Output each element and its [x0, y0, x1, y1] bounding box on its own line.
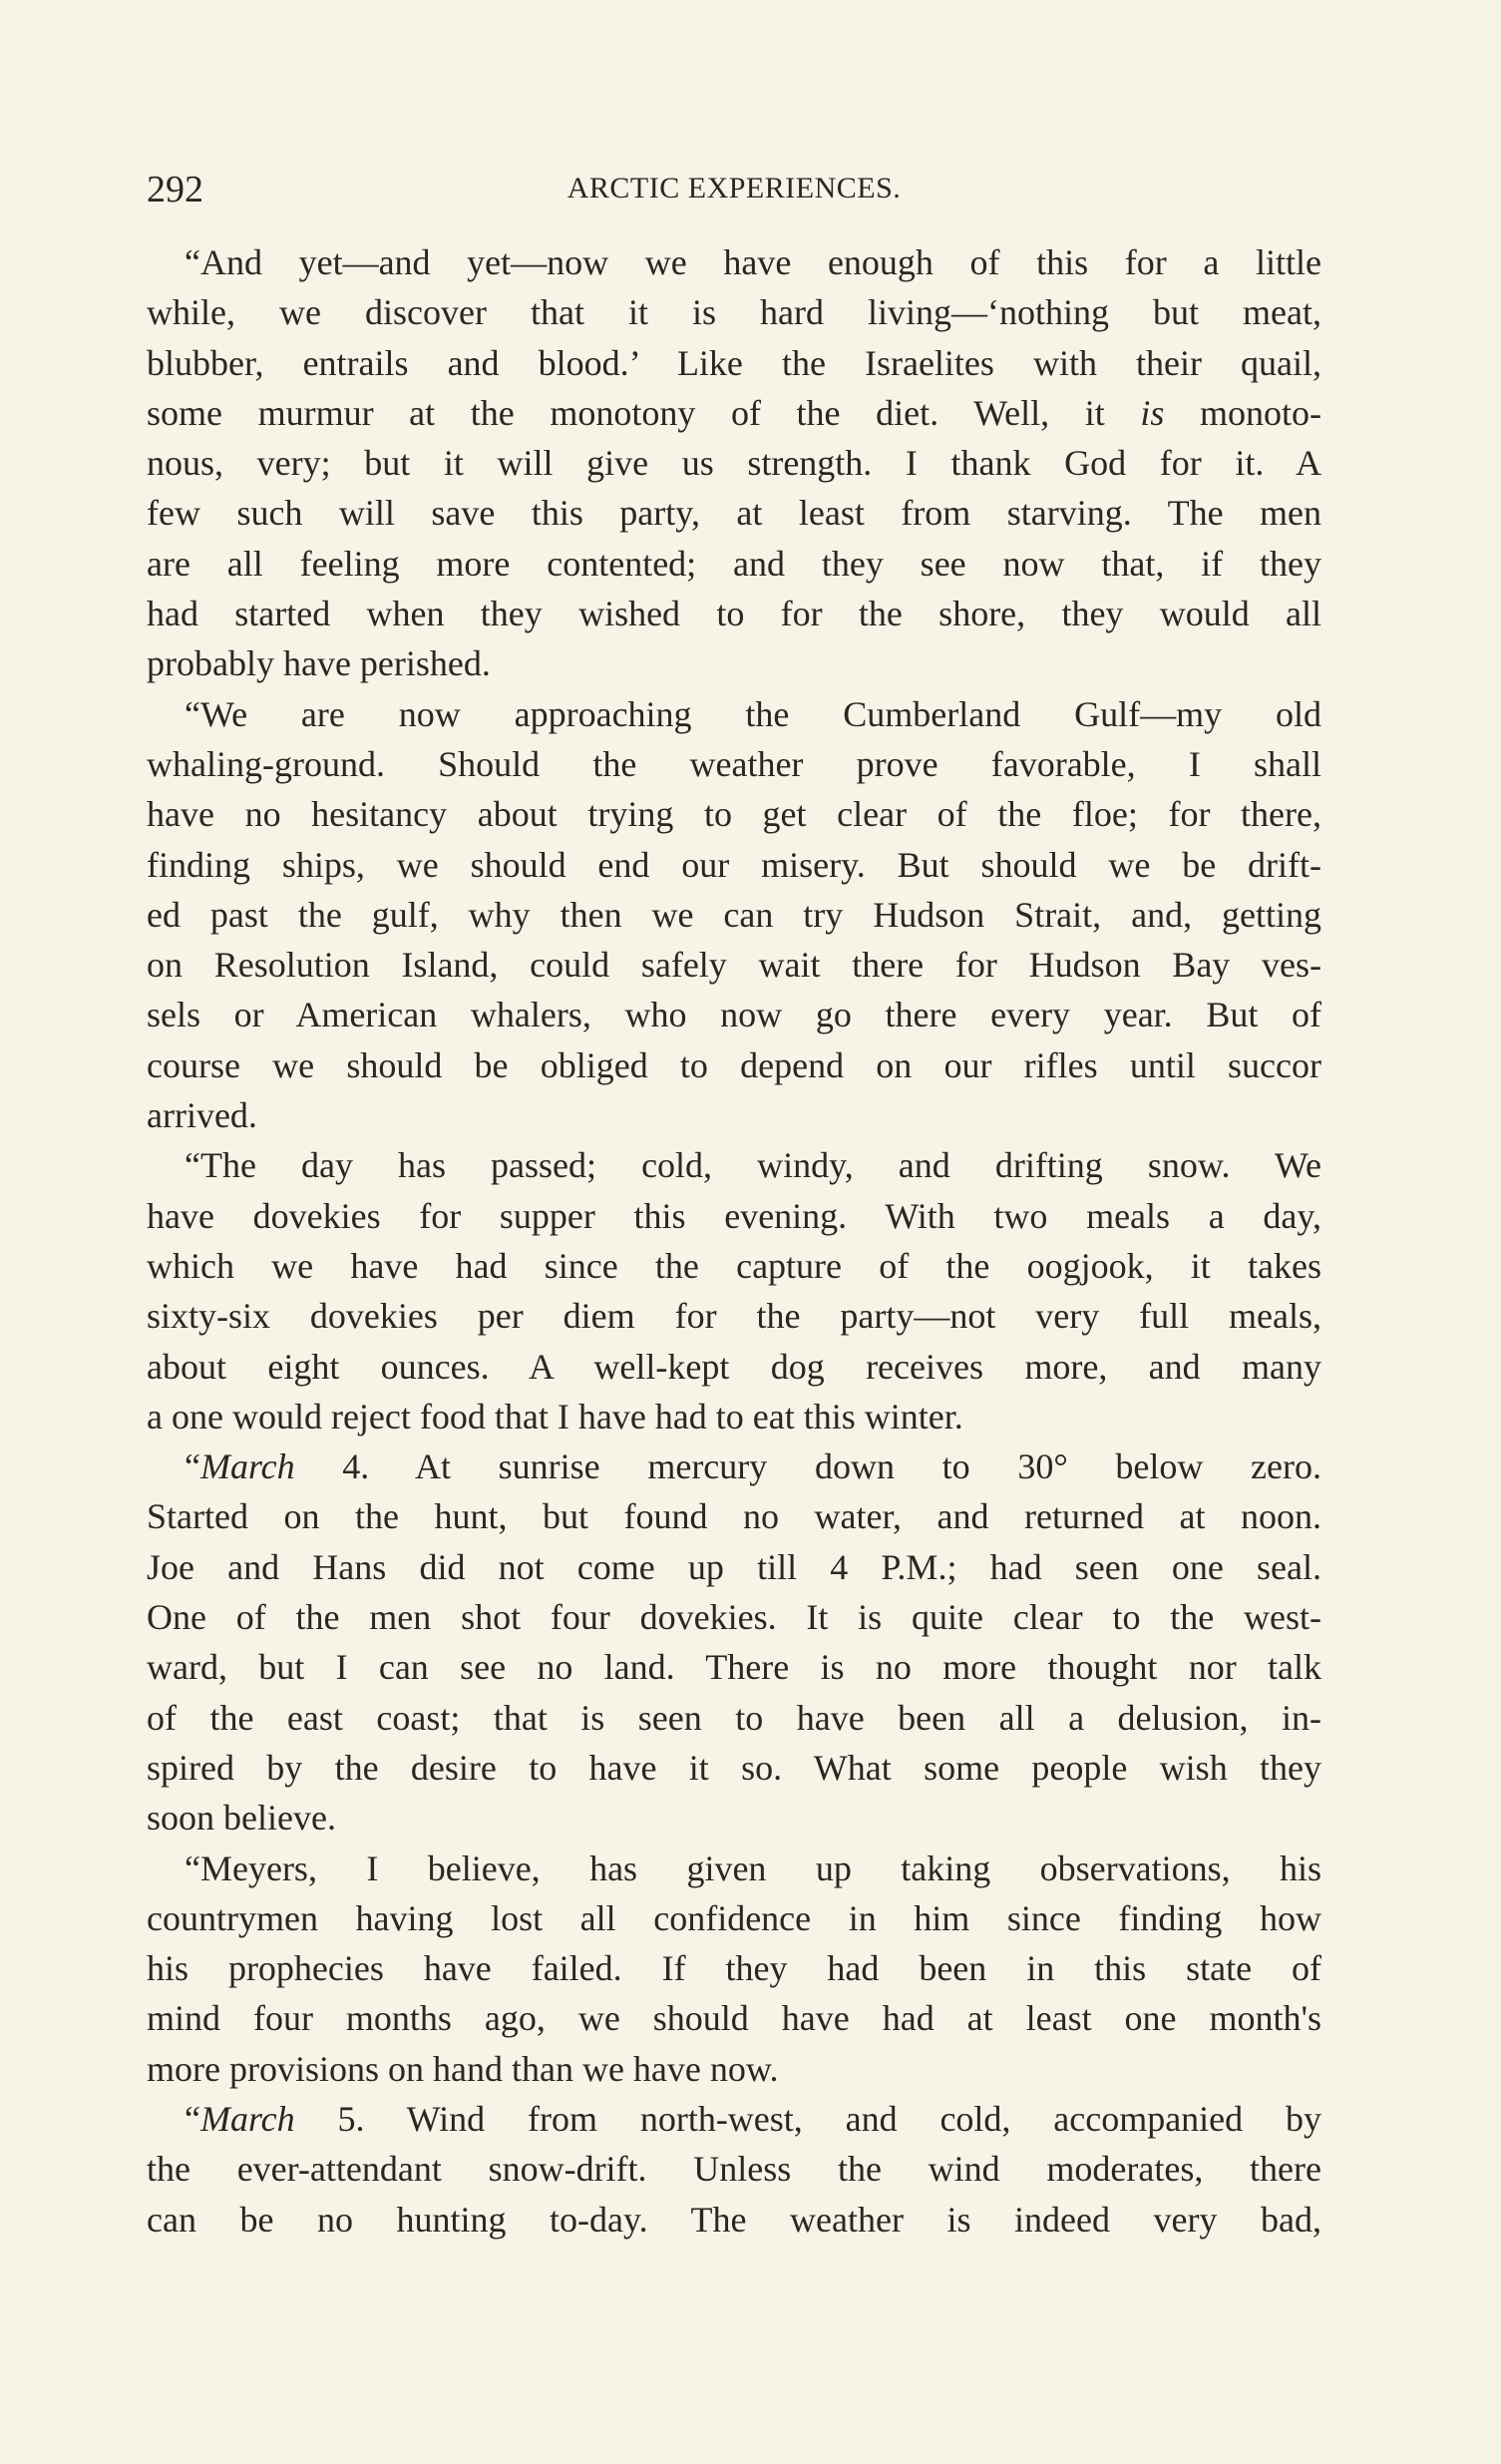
- text-segment: blubber, entrails and blood.’ Like the Israelites with their quail,: [147, 342, 1321, 383]
- text-line: [147, 539, 1321, 589]
- text-line: [147, 388, 1321, 438]
- page-number: 292: [147, 169, 203, 210]
- text-segment: few such will save this party, at least from starving. The men: [147, 493, 1321, 534]
- text-segment: some murmur at the monotony of the diet. Well, it: [147, 392, 1141, 433]
- text-segment: “Meyers, I believe, has given up taking observations, his: [185, 1848, 1321, 1888]
- text-line: [147, 1441, 1321, 1491]
- text-segment: had started when they wished to for the shore, they would all: [147, 594, 1321, 634]
- text-segment: course we should be obliged to depend on our rifles until succor: [147, 1044, 1321, 1085]
- text-line: [147, 990, 1321, 1039]
- text-segment: “And yet—and yet—now we have enough of this for a little: [185, 242, 1321, 282]
- text-line: [147, 287, 1321, 337]
- text-segment: while, we discover that it is hard living—‘nothing but meat,: [147, 292, 1321, 333]
- text-line: [147, 1191, 1321, 1241]
- text-line: [147, 1943, 1321, 1993]
- page-body-text: [147, 237, 1321, 2245]
- text-segment: finding ships, we should end our misery. But should we be drift-: [147, 844, 1321, 885]
- text-line: [147, 840, 1321, 890]
- text-line: [147, 1844, 1321, 1893]
- text-line: [147, 1090, 1321, 1140]
- text-segment: which we have had since the capture of the oogjook, it takes: [147, 1245, 1321, 1286]
- text-segment: have no hesitancy about trying to get clear of the floe; for there,: [147, 794, 1321, 835]
- text-line: [147, 2094, 1321, 2144]
- text-segment: nous, very; but it will give us strength. I thank God for it. A: [147, 443, 1321, 484]
- text-segment: soon believe.: [147, 1798, 336, 1839]
- text-line: [147, 589, 1321, 638]
- text-segment: countrymen having lost all confidence in him since finding how: [147, 1897, 1321, 1938]
- text-line: [147, 2144, 1321, 2194]
- text-segment: the ever-attendant snow-drift. Unless the wind moderates, there: [147, 2149, 1321, 2190]
- text-segment: mind four months ago, we should have had at least one month's: [147, 1998, 1321, 2039]
- text-line: [147, 1893, 1321, 1943]
- text-line: [147, 1392, 1321, 1441]
- text-segment: can be no hunting to-day. The weather is indeed very bad,: [147, 2199, 1321, 2240]
- text-line: [147, 2195, 1321, 2245]
- text-line: [147, 1241, 1321, 1291]
- text-segment: Started on the hunt, but found no water, and returned at noon.: [147, 1496, 1321, 1537]
- text-segment: “: [185, 1446, 200, 1487]
- text-line: [147, 739, 1321, 789]
- page-header: [147, 168, 1321, 211]
- text-line: [147, 1491, 1321, 1541]
- text-line: [147, 689, 1321, 739]
- text-line: [147, 1342, 1321, 1392]
- italic-text: March: [199, 1446, 295, 1487]
- text-segment: “: [185, 2098, 200, 2139]
- text-segment: on Resolution Island, could safely wait there for Hudson Bay ves-: [147, 945, 1321, 986]
- text-segment: whaling-ground. Should the weather prove favorable, I shall: [147, 743, 1321, 784]
- text-line: [147, 1291, 1321, 1341]
- text-line: [147, 638, 1321, 688]
- text-line: [147, 1693, 1321, 1743]
- text-segment: “We are now approaching the Cumberland Gulf—my old: [185, 693, 1321, 734]
- text-segment: monoto-: [1164, 392, 1321, 433]
- text-segment: 5. Wind from north-west, and cold, accompanied by: [294, 2098, 1321, 2139]
- text-line: [147, 1993, 1321, 2043]
- text-segment: more provisions on hand than we have now.: [147, 2048, 779, 2089]
- text-segment: sixty-six dovekies per diem for the party—not very full meals,: [147, 1296, 1321, 1337]
- text-segment: One of the men shot four dovekies. It is quite clear to the west-: [147, 1597, 1321, 1638]
- text-line: [147, 1743, 1321, 1793]
- text-line: [147, 2044, 1321, 2094]
- text-segment: a one would reject food that I have had to eat this winter.: [147, 1396, 963, 1437]
- text-segment: are all feeling more contented; and they see now that, if they: [147, 543, 1321, 584]
- text-segment: probably have perished.: [147, 643, 491, 684]
- text-segment: his prophecies have failed. If they had been in this state of: [147, 1948, 1321, 1989]
- italic-text: March: [199, 2098, 295, 2139]
- text-segment: about eight ounces. A well-kept dog receives more, and many: [147, 1346, 1321, 1387]
- text-segment: sels or American whalers, who now go there every year. But of: [147, 995, 1321, 1035]
- text-segment: of the east coast; that is seen to have been all a delusion, in-: [147, 1697, 1321, 1738]
- text-line: [147, 890, 1321, 940]
- text-line: [147, 438, 1321, 488]
- text-segment: ward, but I can see no land. There is no more thought nor talk: [147, 1647, 1321, 1688]
- text-line: [147, 1542, 1321, 1592]
- text-line: [147, 338, 1321, 388]
- text-segment: Joe and Hans did not come up till 4 P.M.; had seen one seal.: [147, 1546, 1321, 1587]
- text-line: [147, 488, 1321, 538]
- text-segment: ed past the gulf, why then we can try Hudson Strait, and, getting: [147, 894, 1321, 935]
- text-line: [147, 789, 1321, 839]
- text-segment: spired by the desire to have it so. What some people wish they: [147, 1747, 1321, 1788]
- text-line: [147, 1040, 1321, 1090]
- text-line: [147, 1140, 1321, 1190]
- text-segment: have dovekies for supper this evening. With two meals a day,: [147, 1195, 1321, 1236]
- text-line: [147, 1592, 1321, 1642]
- text-line: [147, 940, 1321, 990]
- text-segment: arrived.: [147, 1095, 257, 1136]
- text-line: [147, 237, 1321, 287]
- text-segment: “The day has passed; cold, windy, and drifting snow. We: [185, 1145, 1321, 1186]
- text-segment: 4. At sunrise mercury down to 30° below zero.: [294, 1446, 1321, 1487]
- italic-text: is: [1140, 392, 1165, 433]
- text-line: [147, 1793, 1321, 1843]
- text-line: [147, 1642, 1321, 1692]
- running-title: ARCTIC EXPERIENCES.: [566, 172, 902, 205]
